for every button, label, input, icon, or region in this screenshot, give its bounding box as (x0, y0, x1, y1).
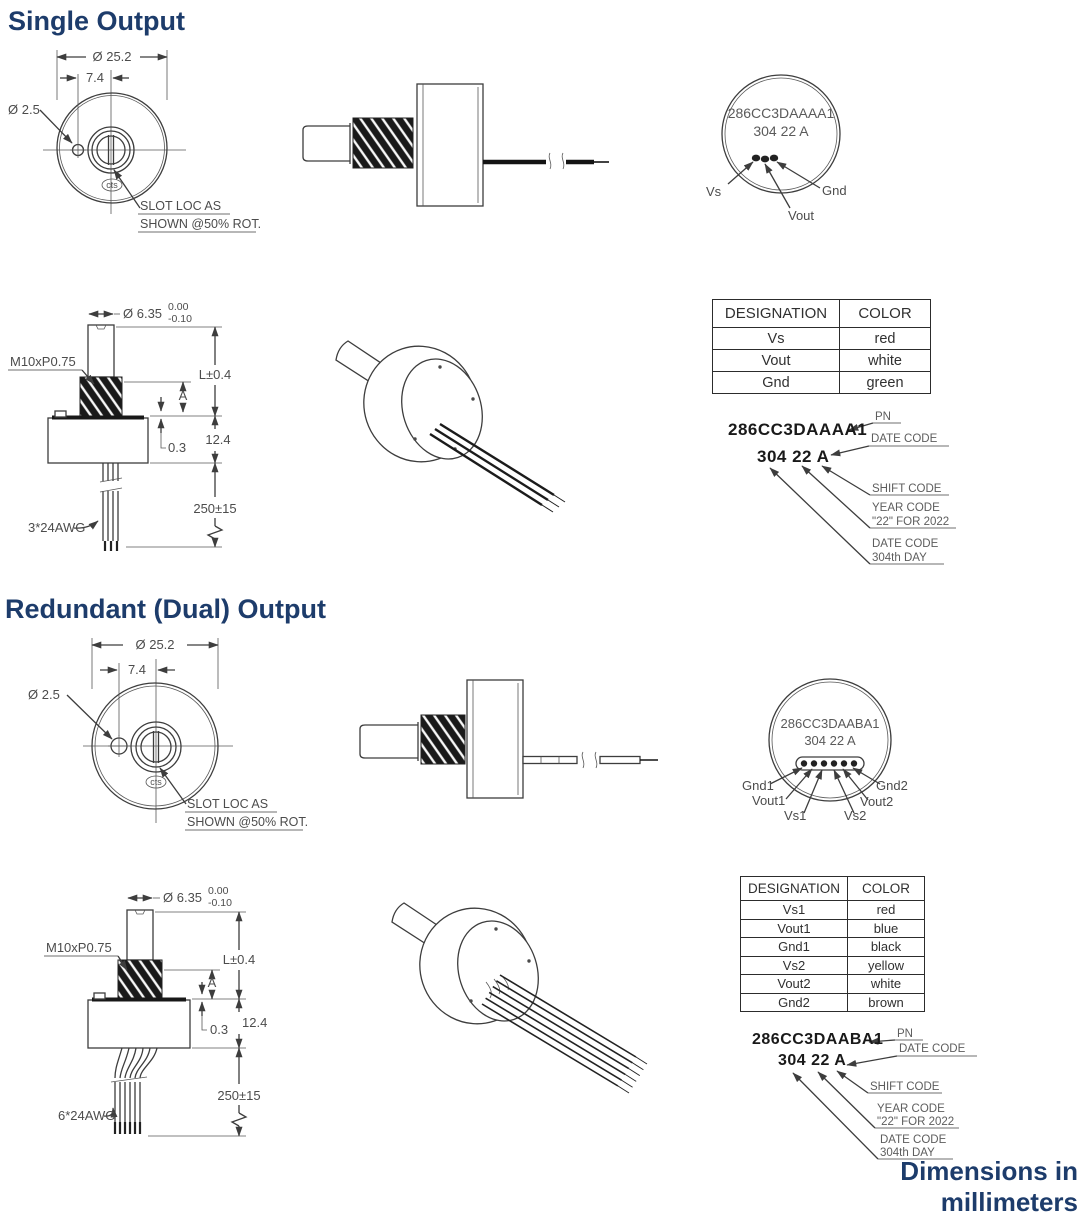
color-cell: brown (848, 993, 925, 1012)
designation-cell: Gnd (713, 372, 840, 394)
table-row (741, 919, 925, 938)
section-title-dual: Redundant (Dual) Output (5, 594, 326, 624)
dim-pin-offset: 7.4 (85, 70, 105, 85)
color-cell: yellow (848, 956, 925, 975)
color-cell: white (848, 975, 925, 994)
dim-body-height: 12.4 (242, 1015, 268, 1030)
dim-shaft-length: L±0.4 (222, 952, 256, 967)
color-cell: red (840, 328, 931, 350)
iso-view-shape (392, 894, 647, 1093)
dim-tol-lower: -0.10 (208, 897, 232, 909)
slot-note-line2: SHOWN @50% ROT. (187, 815, 309, 829)
dual-pinout-drawing (740, 672, 1020, 832)
single-isometric-drawing (312, 322, 612, 532)
date-code-label: DATE CODE (899, 1043, 966, 1055)
designation-cell: Gnd1 (741, 938, 848, 957)
single-wire-color-table (712, 299, 931, 394)
designation-cell: Gnd2 (741, 993, 848, 1012)
day-code-label-2: 304th DAY (880, 1147, 935, 1159)
dim-a: A (178, 388, 188, 403)
dim-a: A (207, 975, 217, 990)
color-cell: black (848, 938, 925, 957)
dim-shaft-diameter: Ø 6.35 (163, 890, 203, 905)
pin-label-gnd1: Gnd1 (742, 778, 774, 793)
dim-flange: 0.3 (168, 440, 187, 455)
pn-part-number: 286CC3DAABA1 (752, 1031, 884, 1048)
color-cell: green (840, 372, 931, 394)
dim-hole-diameter: Ø 2.5 (8, 102, 40, 117)
year-code-label-1: YEAR CODE (877, 1103, 945, 1115)
day-code-label-2: 304th DAY (872, 552, 927, 564)
slot-note-line2: SHOWN @50% ROT. (140, 217, 262, 231)
table-row (741, 901, 925, 920)
designation-cell: Vs1 (741, 901, 848, 920)
slot-note-line1: SLOT LOC AS (187, 797, 269, 811)
table-row (741, 975, 925, 994)
dual-front-view-drawing (25, 633, 325, 845)
table-header-color: COLOR (840, 300, 931, 328)
shift-code-label: SHIFT CODE (872, 483, 942, 495)
dual-dimension-drawing (30, 870, 330, 1182)
dim-outer-diameter: Ø 25.2 (92, 49, 132, 64)
dim-outer-diameter: Ø 25.2 (135, 637, 175, 652)
side-view-shape (360, 680, 658, 798)
pinout-part-number: 286CC3DAABA1 (780, 716, 880, 731)
dim-flange: 0.3 (210, 1022, 229, 1037)
cts-logo: cts (106, 180, 118, 190)
table-header-color: COLOR (848, 877, 925, 901)
pn-label: PN (897, 1028, 913, 1040)
dim-tol-upper: 0.00 (208, 885, 229, 897)
table-row (741, 993, 925, 1012)
dim-tol-upper: 0.00 (168, 301, 189, 313)
color-cell: blue (848, 919, 925, 938)
table-row (741, 938, 925, 957)
designation-cell: Vs (713, 328, 840, 350)
dim-pin-offset: 7.4 (127, 662, 147, 677)
pin-label-gnd2: Gnd2 (876, 778, 908, 793)
table-header-designation: DESIGNATION (713, 300, 840, 328)
pin-label-gnd: Gnd (822, 183, 847, 198)
dim-hole-diameter: Ø 2.5 (28, 687, 60, 702)
pin-label-vout: Vout (788, 208, 815, 223)
day-code-label-1: DATE CODE (872, 538, 939, 550)
cts-logo: cts (150, 777, 162, 787)
pn-date-code: 304 22 A (778, 1052, 847, 1069)
date-code-label: DATE CODE (871, 433, 938, 445)
side-view-shape (303, 84, 609, 206)
dim-thread-spec: M10xP0.75 (46, 940, 112, 955)
designation-cell: Vs2 (741, 956, 848, 975)
dim-cable-length: 250±15 (193, 501, 237, 516)
dual-wire-color-table (740, 876, 925, 1012)
table-header-designation: DESIGNATION (741, 877, 848, 901)
designation-cell: Vout2 (741, 975, 848, 994)
footer-units-note: Dimensions in millimeters (900, 1156, 1078, 1217)
dim-shaft-length: L±0.4 (198, 367, 232, 382)
color-cell: white (840, 350, 931, 372)
pinout-part-number: 286CC3DAAAA1 (727, 105, 835, 121)
pin-label-vout1: Vout1 (752, 793, 786, 808)
year-code-label-1: YEAR CODE (872, 502, 940, 514)
single-pn-legend-drawing (700, 404, 990, 579)
dim-cable-spec: 3*24AWG (28, 520, 86, 535)
year-code-label-2: "22" FOR 2022 (877, 1116, 955, 1128)
pin-label-vs2: Vs2 (844, 808, 867, 823)
section-title-single: Single Output (8, 6, 185, 36)
iso-view-shape (336, 332, 565, 512)
dim-shaft-diameter: Ø 6.35 (123, 306, 163, 321)
dim-tol-lower: -0.10 (168, 313, 192, 325)
table-row (713, 328, 931, 350)
year-code-label-2: "22" FOR 2022 (872, 516, 950, 528)
single-dimension-drawing (8, 285, 308, 585)
table-row (741, 956, 925, 975)
table-row (713, 372, 931, 394)
table-row (713, 350, 931, 372)
pin-label-vs: Vs (706, 184, 722, 199)
dual-pn-legend-drawing (725, 1026, 1035, 1171)
dim-cable-length: 250±15 (217, 1088, 261, 1103)
dim-thread-spec: M10xP0.75 (10, 354, 76, 369)
pinout-date-code: 304 22 A (753, 123, 809, 139)
dual-isometric-drawing (368, 884, 698, 1099)
single-front-view-drawing (8, 42, 298, 242)
single-pinout-drawing (690, 58, 980, 228)
single-side-view-drawing (295, 60, 645, 220)
pn-date-code: 304 22 A (757, 447, 830, 466)
dim-body-height: 12.4 (205, 432, 231, 447)
pin-label-vs1: Vs1 (784, 808, 807, 823)
dual-side-view-drawing (345, 670, 675, 830)
designation-cell: Vout (713, 350, 840, 372)
day-code-label-1: DATE CODE (880, 1134, 947, 1146)
slot-note-line1: SLOT LOC AS (140, 199, 222, 213)
shift-code-label: SHIFT CODE (870, 1081, 940, 1093)
pn-label: PN (875, 411, 891, 423)
designation-cell: Vout1 (741, 919, 848, 938)
pn-part-number: 286CC3DAAAA1 (728, 420, 868, 439)
dim-cable-spec: 6*24AWG (58, 1108, 116, 1123)
color-cell: red (848, 901, 925, 920)
pin-label-vout2: Vout2 (860, 794, 894, 809)
pinout-date-code: 304 22 A (804, 733, 856, 748)
